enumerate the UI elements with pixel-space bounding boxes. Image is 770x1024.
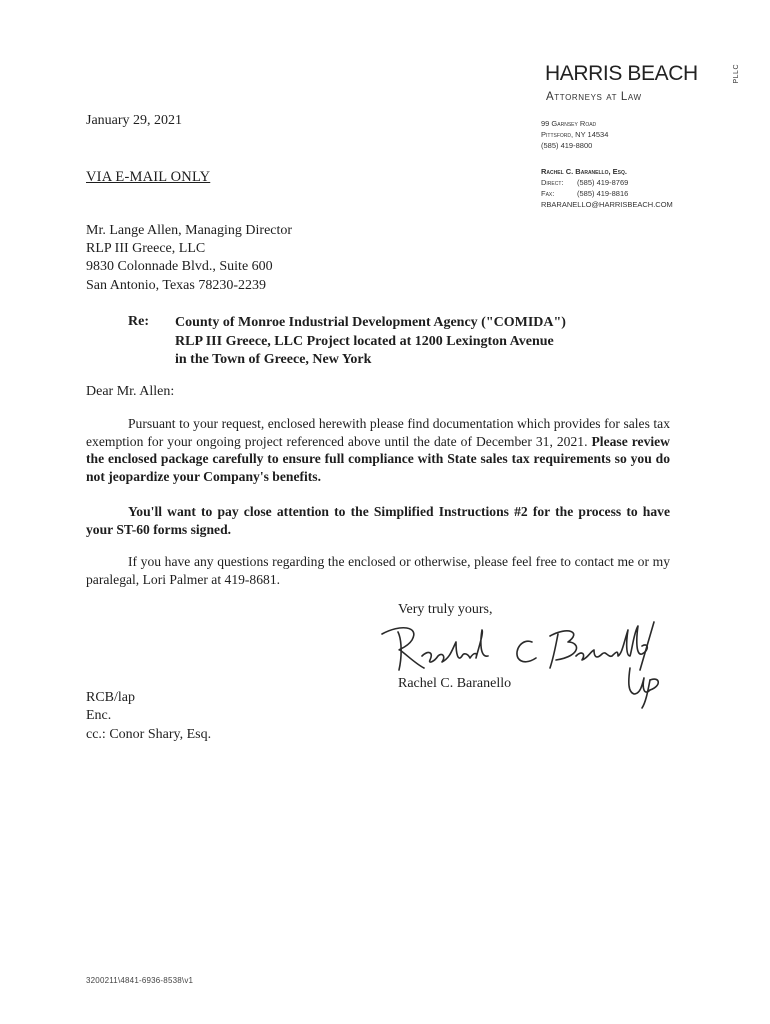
reference-initials (86, 689, 211, 744)
document-id: 3200211\4841-6936-8538\v1 (86, 976, 194, 985)
addressee-block (86, 222, 292, 295)
firm-phone: (585) 419-8800 (541, 141, 593, 150)
re-line: County of Monroe Industrial Development Agency ("COMIDA") (175, 315, 566, 330)
addressee-line: Mr. Lange Allen, Managing Director (86, 223, 293, 238)
paragraph-1-text: Pursuant to your request, enclosed herewith please find documentation which provides for sales tax exemption for your ongoing project referenced above until the date of December 31, 2021. (86, 416, 670, 449)
firm-tagline: Attorneys at Law (546, 91, 642, 103)
address-line-2: Pittsford, NY 14534 (541, 130, 609, 139)
enclosure-note: Enc. (86, 708, 112, 724)
attorney-email: RBARANELLO@HARRISBEACH.COM (541, 200, 673, 209)
handwritten-initials (620, 660, 670, 710)
fax-line (541, 188, 673, 199)
handwritten-signature (372, 612, 662, 682)
addressee-line: San Antonio, Texas 78230-2239 (86, 277, 266, 293)
re-line: in the Town of Greece, New York (175, 352, 372, 367)
fax-phone: (585) 419-8816 (577, 189, 629, 198)
typist-initials: RCB/lap (86, 690, 136, 705)
re-label: Re: (128, 314, 149, 329)
paragraph-3: If you have any questions regarding the enclosed or otherwise, please feel free to contact me or my paralegal, Lori Palmer at 419-8681. (86, 554, 670, 587)
salutation: Dear Mr. Allen: (86, 384, 175, 399)
addressee-line: 9830 Colonnade Blvd., Suite 600 (86, 259, 273, 275)
paragraph-2: You'll want to pay close attention to the Simplified Instructions #2 for the process to have your ST-60 forms signed. (86, 504, 670, 537)
cc-line: cc.: Conor Shary, Esq. (86, 726, 212, 742)
closing: Very truly yours, (398, 602, 493, 617)
re-line: RLP III Greece, LLC Project located at 1200 Lexington Avenue (175, 333, 554, 349)
re-subject (175, 314, 566, 370)
direct-phone: (585) 419-8769 (577, 178, 629, 187)
address-line-1: 99 Garnsey Road (541, 119, 597, 128)
signer-name: Rachel C. Baranello (398, 676, 512, 691)
paragraph-1-emphasis: Please review the enclosed package carefully to ensure full compliance with State sales tax requirements so you do not jeopardize your Company's benefits. (86, 433, 671, 484)
letter-date: January 29, 2021 (86, 113, 183, 128)
firm-name: HARRIS BEACH (545, 62, 698, 85)
firm-address (541, 118, 608, 151)
attorney-name: Rachel C. Baranello, Esq. (541, 167, 627, 176)
attorney-contact (541, 166, 673, 210)
addressee-line: RLP III Greece, LLC (86, 241, 206, 257)
firm-suffix: PLLC (733, 64, 740, 84)
direct-label: Direct: (541, 178, 564, 187)
delivery-method: VIA E-MAIL ONLY (86, 169, 211, 185)
paragraph-1 (86, 415, 670, 485)
fax-label: Fax: (541, 189, 555, 198)
direct-line (541, 177, 673, 188)
